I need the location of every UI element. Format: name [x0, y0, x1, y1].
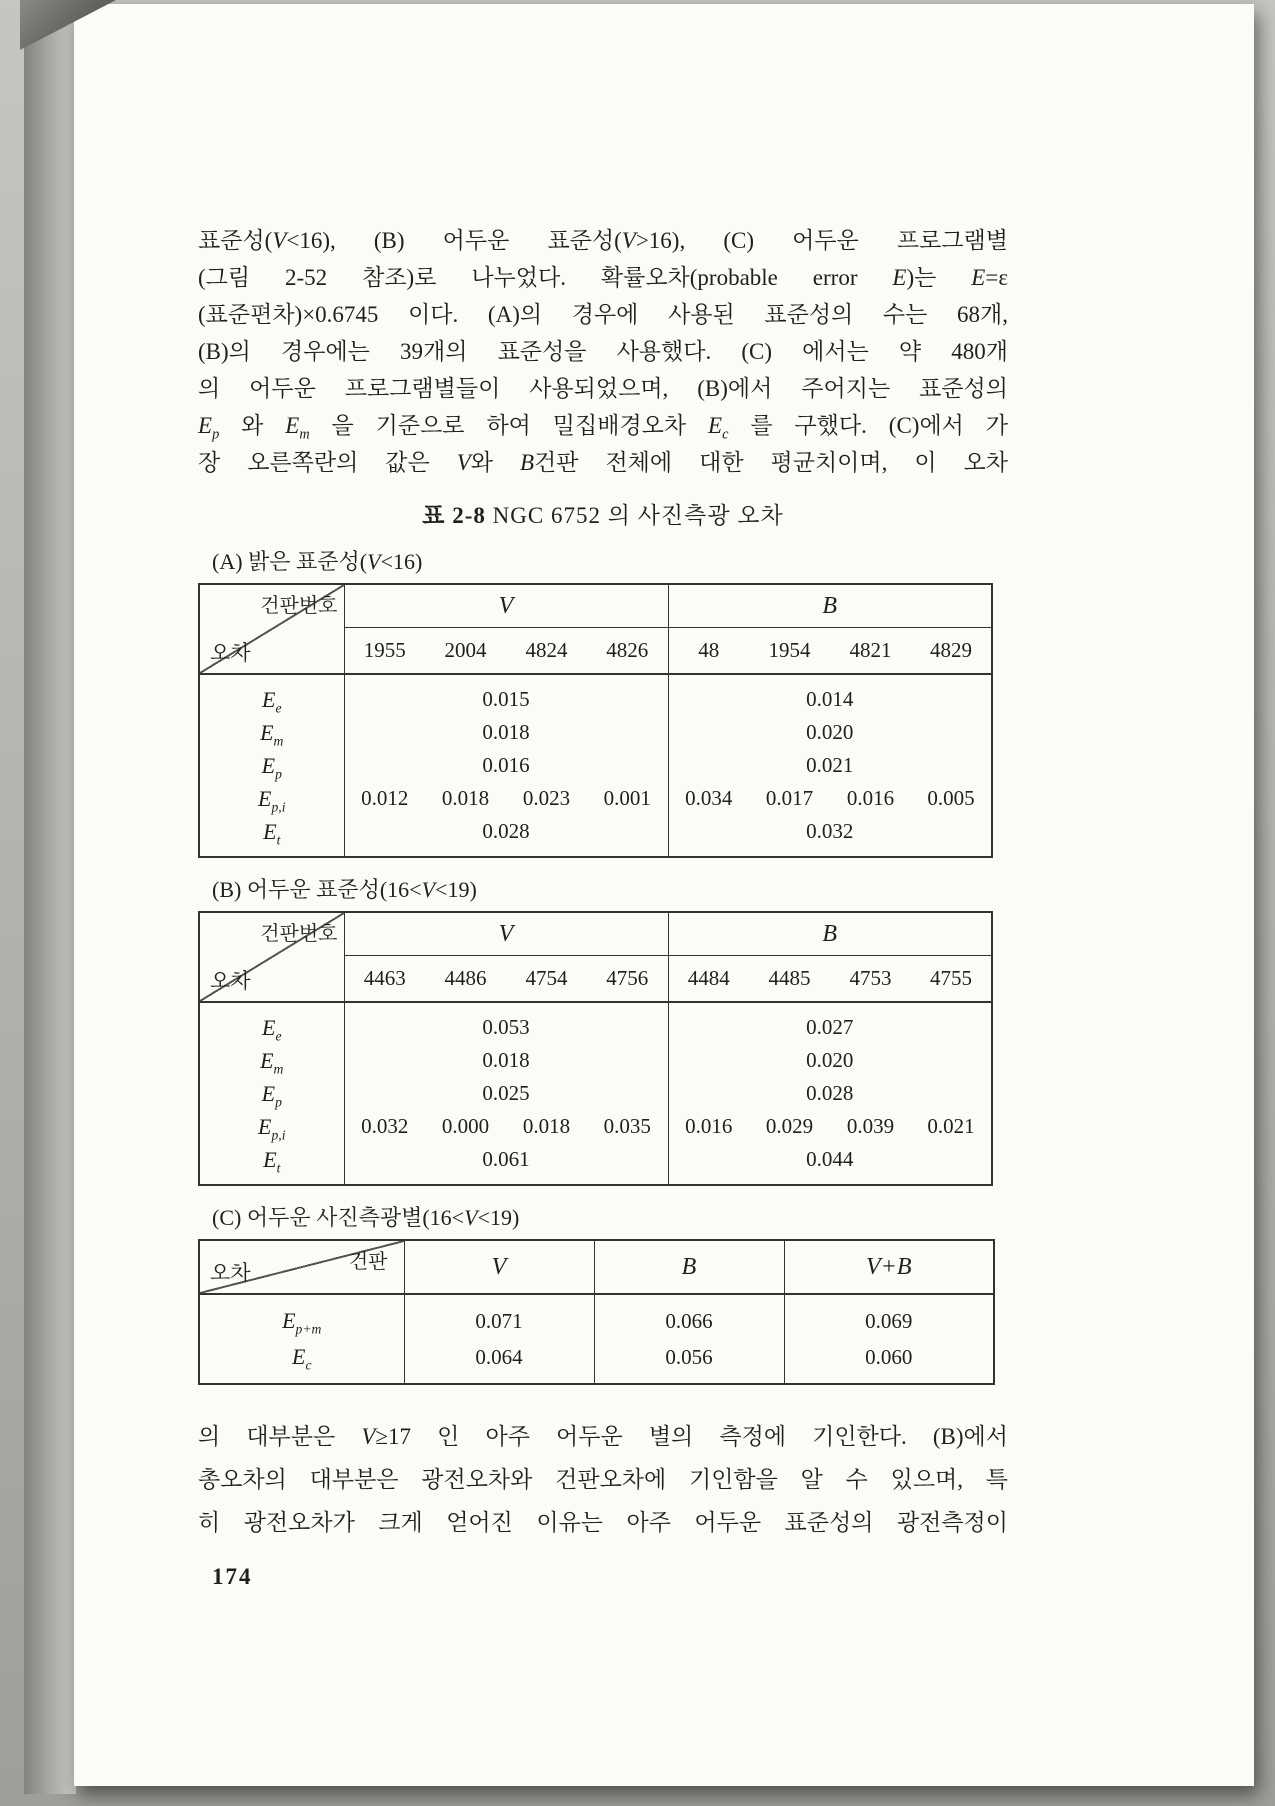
- corner-top-label: 건판번호: [260, 595, 338, 617]
- table-row: [199, 674, 992, 716]
- plate-number: 4484: [668, 956, 749, 1003]
- table-c-caption: (C) 어두운 사진측광별(16<V<19): [212, 1205, 520, 1230]
- table-a-caption: (A) 밝은 표준성(V<16): [212, 549, 423, 574]
- text-line: 의 어두운 프로그램별들이 사용되었으며, (B)에서 주어지는 표준성의: [198, 376, 1008, 401]
- value-cell: 0.018: [482, 720, 530, 744]
- row-label: $E_{p,i}$: [199, 1110, 344, 1143]
- value-cell: 0.001: [603, 786, 651, 810]
- value-cell: 0.005: [927, 786, 975, 810]
- value-cell: 0.061: [482, 1147, 530, 1171]
- page-number: 174: [212, 1564, 253, 1589]
- row-label: $E_m$: [199, 1044, 344, 1077]
- corner-top-label: 건판번호: [260, 923, 338, 945]
- text-line: 총오차의 대부분은 광전오차와 건판오차에 기인함을 알 수 있으며, 특: [198, 1467, 1008, 1492]
- plate-number: 4826: [587, 628, 668, 675]
- text-line: 히 광전오차가 크게 얻어진 이유는 아주 어두운 표준성의 광전측정이: [198, 1510, 1008, 1535]
- row-label: $E_t$: [199, 1143, 344, 1185]
- table-row: [199, 749, 992, 782]
- intro-paragraph: [198, 222, 1008, 481]
- corner-cell: [199, 1240, 404, 1294]
- value-cell: 0.023: [522, 786, 571, 810]
- table-row: [199, 1077, 992, 1110]
- value-cell: 0.018: [482, 1048, 530, 1072]
- row-label: $E_c$: [199, 1339, 404, 1384]
- group-v-label: V: [344, 912, 668, 956]
- plate-number: 4753: [830, 956, 911, 1003]
- value-cell: 0.056: [594, 1339, 784, 1384]
- plate-number: 4755: [911, 956, 992, 1003]
- value-cell: 0.029: [765, 1114, 814, 1138]
- text-line: 장 오른쪽란의 값은 V와 B건판 전체에 대한 평균치이며, 이 오차: [198, 450, 1008, 475]
- value-cell: 0.016: [668, 1110, 749, 1143]
- plate-number: 4463: [344, 956, 425, 1003]
- table-row: [199, 1294, 994, 1339]
- value-cell: 0.016: [482, 753, 530, 777]
- value-cell: 0.032: [361, 1114, 409, 1138]
- group-b-label: B: [668, 584, 992, 628]
- row-label: $E_t$: [199, 815, 344, 857]
- corner-top-label: 건판: [348, 1251, 388, 1273]
- value-cell: 0.044: [668, 1143, 992, 1185]
- column-header-b: B: [594, 1240, 784, 1294]
- table-c: [198, 1239, 995, 1385]
- text-line: (B)의 경우에는 39개의 표준성을 사용했다. (C) 에서는 약 480개: [198, 339, 1008, 364]
- value-cell: 0.071: [475, 1308, 523, 1333]
- table-b: [198, 911, 993, 1186]
- plate-number: 48: [668, 628, 749, 675]
- column-header-v: V: [404, 1240, 594, 1294]
- value-cell: 0.017: [765, 786, 814, 810]
- value-cell: 0.069: [784, 1294, 994, 1339]
- column-header-v-plus-b: V+B: [784, 1240, 994, 1294]
- text-line: (표준편차)×0.6745 이다. (A)의 경우에 사용된 표준성의 수는 68개,: [198, 302, 1008, 327]
- table-row: [199, 1002, 992, 1044]
- plate-number: 1954: [749, 628, 830, 675]
- value-cell: 0.066: [594, 1294, 784, 1339]
- value-cell: 0.039: [846, 1114, 895, 1138]
- table-b-caption: (B) 어두운 표준성(16<V<19): [212, 877, 477, 902]
- row-label: $E_{p+m}$: [199, 1294, 404, 1339]
- plate-number: 4821: [830, 628, 911, 675]
- plate-number: 4754: [506, 956, 587, 1003]
- value-cell: 0.060: [784, 1339, 994, 1384]
- outro-paragraph: [198, 1415, 1008, 1544]
- row-label: $E_m$: [199, 716, 344, 749]
- text-line: (그림 2-52 참조)로 나누었다. 확률오차(probable error E)는 E=ε: [198, 265, 1008, 290]
- corner-bottom-label: 오차: [210, 969, 251, 993]
- row-label: $E_e$: [199, 1002, 344, 1044]
- value-cell: 0.025: [482, 1081, 530, 1105]
- value-cell: 0.028: [482, 819, 530, 843]
- plate-number: 4486: [425, 956, 506, 1003]
- corner-bottom-label: 오차: [210, 1261, 251, 1285]
- book-spine-edge: [24, 0, 76, 1794]
- value-cell: 0.020: [668, 1044, 992, 1077]
- value-cell: 0.016: [846, 786, 895, 810]
- table-row: [199, 1110, 992, 1143]
- plate-number: 4756: [587, 956, 668, 1003]
- group-v-label: V: [344, 584, 668, 628]
- value-cell: 0.014: [668, 674, 992, 716]
- page-content: [198, 222, 1008, 1590]
- table-row: [199, 815, 992, 857]
- value-cell: 0.018: [522, 1114, 571, 1138]
- table-row: [199, 1044, 992, 1077]
- plate-number: 4829: [911, 628, 992, 675]
- corner-cell: [199, 912, 344, 1002]
- value-cell: 0.021: [927, 1114, 975, 1138]
- value-cell: 0.020: [668, 716, 992, 749]
- text-line: $E_p$ 와 $E_m$ 을 기준으로 하여 밀집배경오차 $E_c$ 를 구했다. (C)에서 가: [198, 413, 1009, 443]
- table-title: 표 2-8 NGC 6752 의 사진측광 오차: [422, 503, 784, 528]
- value-cell: 0.000: [441, 1114, 490, 1138]
- plate-number: 1955: [344, 628, 425, 675]
- value-cell: 0.028: [668, 1077, 992, 1110]
- value-cell: 0.053: [482, 1015, 530, 1039]
- plate-number: 2004: [425, 628, 506, 675]
- row-label: $E_e$: [199, 674, 344, 716]
- text-line: 표준성(V<16), (B) 어두운 표준성(V>16), (C) 어두운 프로그램별: [198, 228, 1008, 253]
- value-cell: 0.032: [668, 815, 992, 857]
- table-a: [198, 583, 993, 858]
- corner-cell: [199, 584, 344, 674]
- value-cell: 0.012: [361, 786, 409, 810]
- text-line: 의 대부분은 V≥17 인 아주 어두운 별의 측정에 기인한다. (B)에서: [198, 1424, 1008, 1449]
- plate-number: 4485: [749, 956, 830, 1003]
- page: [74, 4, 1254, 1786]
- value-cell: 0.064: [475, 1344, 523, 1369]
- group-b-label: B: [668, 912, 992, 956]
- corner-bottom-label: 오차: [210, 641, 251, 665]
- table-row: [199, 716, 992, 749]
- row-label: $E_{p,i}$: [199, 782, 344, 815]
- row-label: $E_p$: [199, 749, 344, 782]
- value-cell: 0.018: [441, 786, 490, 810]
- value-cell: 0.027: [668, 1002, 992, 1044]
- value-cell: 0.035: [603, 1114, 651, 1138]
- plate-number: 4824: [506, 628, 587, 675]
- table-row: [199, 1339, 994, 1384]
- value-cell: 0.021: [668, 749, 992, 782]
- value-cell: 0.034: [668, 782, 749, 815]
- table-row: [199, 1143, 992, 1185]
- row-label: $E_p$: [199, 1077, 344, 1110]
- value-cell: 0.015: [482, 687, 530, 711]
- table-row: [199, 782, 992, 815]
